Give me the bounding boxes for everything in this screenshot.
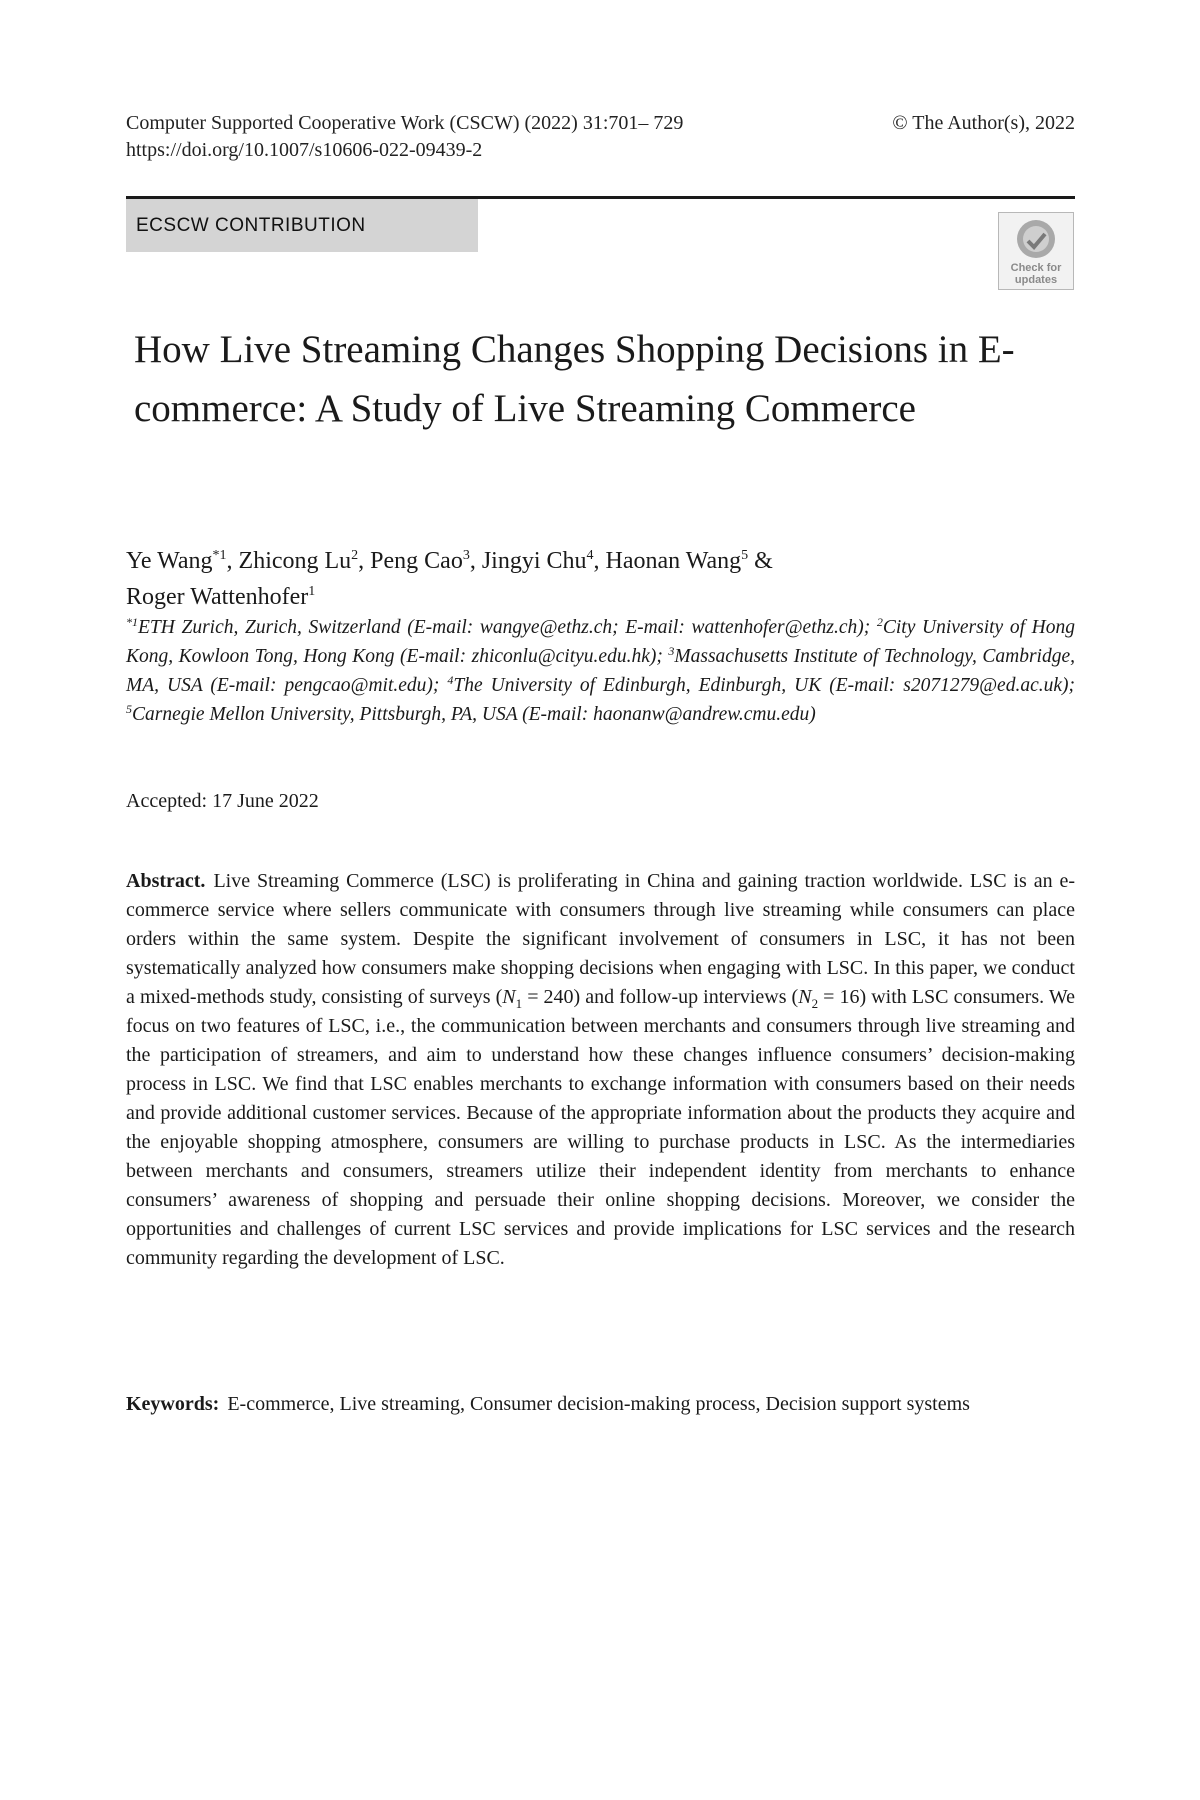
affiliation-mark: *1 — [126, 615, 138, 629]
paper-title: How Live Streaming Changes Shopping Decisions in E-commerce: A Study of Live Streaming Commerce — [134, 328, 1015, 430]
n2-value: = 16 — [818, 986, 860, 1008]
keywords-label: Keywords: — [126, 1393, 220, 1415]
keywords — [126, 1390, 1075, 1419]
affiliation-text: ETH Zurich, Zurich, Switzerland (E-mail: wangye@ethz.ch; E-mail: wattenhofer@ethz.ch); — [138, 617, 877, 638]
n1-value: = 240) and follow-up interviews ( — [522, 986, 799, 1008]
author-name: Zhicong Lu — [238, 548, 352, 574]
abstract-text-2: ) with LSC consumers. We focus on two features of LSC, i.e., the communication between merchants and consumers through live streaming and the participation of streamers, and aim to understand how these changes influence consumers’ decision-making process in LSC. We find that LSC enables merchants to exchange information with consumers based on their needs and provide additional customer services. Because of the appropriate information about the products they acquire and the enjoyable shopping atmosphere, consumers are willing to purchase products in LSC. As the intermediaries between merchants and consumers, streamers utilize their independent identity from merchants to enhance consumers’ awareness of shopping and persuade their online shopping decisions. Moreover, we consider the opportunities and challenges of current LSC services and provide implications for LSC services and the research community regarding the development of LSC. — [126, 986, 1075, 1269]
author-separator: , — [358, 548, 371, 574]
n2-variable: N — [798, 986, 812, 1008]
affiliations — [126, 613, 1075, 729]
abstract-label: Abstract. — [126, 870, 206, 892]
accepted-date: Accepted: 17 June 2022 — [126, 790, 319, 812]
doi-link[interactable]: https://doi.org/10.1007/s10606-022-09439-2 — [126, 139, 483, 161]
author-affiliation-mark: 1 — [308, 584, 316, 599]
check-for-updates-icon — [999, 213, 1073, 289]
author-separator: & — [748, 548, 773, 574]
author-name: Peng Cao — [370, 548, 463, 574]
affiliation-mark: 2 — [876, 615, 883, 629]
affiliation-text: Massachusetts Institute of Technology, Cambridge, MA, USA (E-mail: pengcao@mit.edu); — [126, 646, 1075, 696]
affiliation-text: City University of Hong Kong, Kowloon Tong, Hong Kong (E-mail: zhiconlu@cityu.edu.hk); — [126, 617, 1075, 667]
affiliation-text: Carnegie Mellon University, Pittsburgh, PA, USA (E-mail: haonanw@andrew.cmu.edu) — [132, 704, 816, 725]
abstract-text-1: Live Streaming Commerce (LSC) is proliferating in China and gaining traction worldwide. LSC is an e-commerce service where sellers communicate with consumers through live streaming while consumers can place orders within the same system. Despite the significant involvement of consumers in LSC, it has not been systematically analyzed how consumers make shopping decisions when engaging with LSC. In this paper, we conduct a mixed-methods study, consisting of surveys ( — [126, 870, 1075, 1008]
author-separator: , — [469, 548, 482, 574]
author-affiliation-mark: *1 — [212, 548, 227, 563]
author-separator: , — [226, 548, 239, 574]
n1-subscript: 1 — [515, 996, 523, 1011]
author-affiliation-mark: 4 — [586, 548, 594, 563]
keywords-text: E-commerce, Live streaming, Consumer decision-making process, Decision support systems — [227, 1393, 970, 1415]
author-name: Jingyi Chu — [481, 548, 587, 574]
affiliation-mark: 4 — [447, 673, 454, 687]
author-affiliation-mark: 3 — [462, 548, 470, 563]
badge-text-line1: Check for — [1010, 262, 1062, 274]
author-name: Ye Wang — [126, 548, 213, 574]
n1-variable: N — [502, 986, 516, 1008]
affiliation-mark: 5 — [126, 702, 132, 716]
affiliation-text: The University of Edinburgh, Edinburgh, UK (E-mail: s2071279@ed.ac.uk); — [453, 675, 1075, 696]
author-separator: , — [593, 548, 606, 574]
check-for-updates-badge[interactable] — [998, 212, 1074, 290]
author-affiliation-mark: 2 — [351, 548, 359, 563]
author-name: Haonan Wang — [605, 548, 742, 574]
affiliation-mark: 3 — [668, 644, 675, 658]
copyright-notice: © The Author(s), 2022 — [892, 112, 1075, 134]
author-list — [126, 543, 1075, 615]
badge-text-line2: updates — [1014, 274, 1058, 286]
n2-subscript: 2 — [811, 996, 819, 1011]
author-name: Roger Wattenhofer — [126, 584, 309, 610]
journal-citation: Computer Supported Cooperative Work (CSCW) (2022) 31:701– 729 — [126, 112, 684, 134]
author-affiliation-mark: 5 — [741, 548, 749, 563]
abstract — [126, 867, 1075, 1273]
contribution-type-label: ECSCW CONTRIBUTION — [126, 199, 478, 252]
